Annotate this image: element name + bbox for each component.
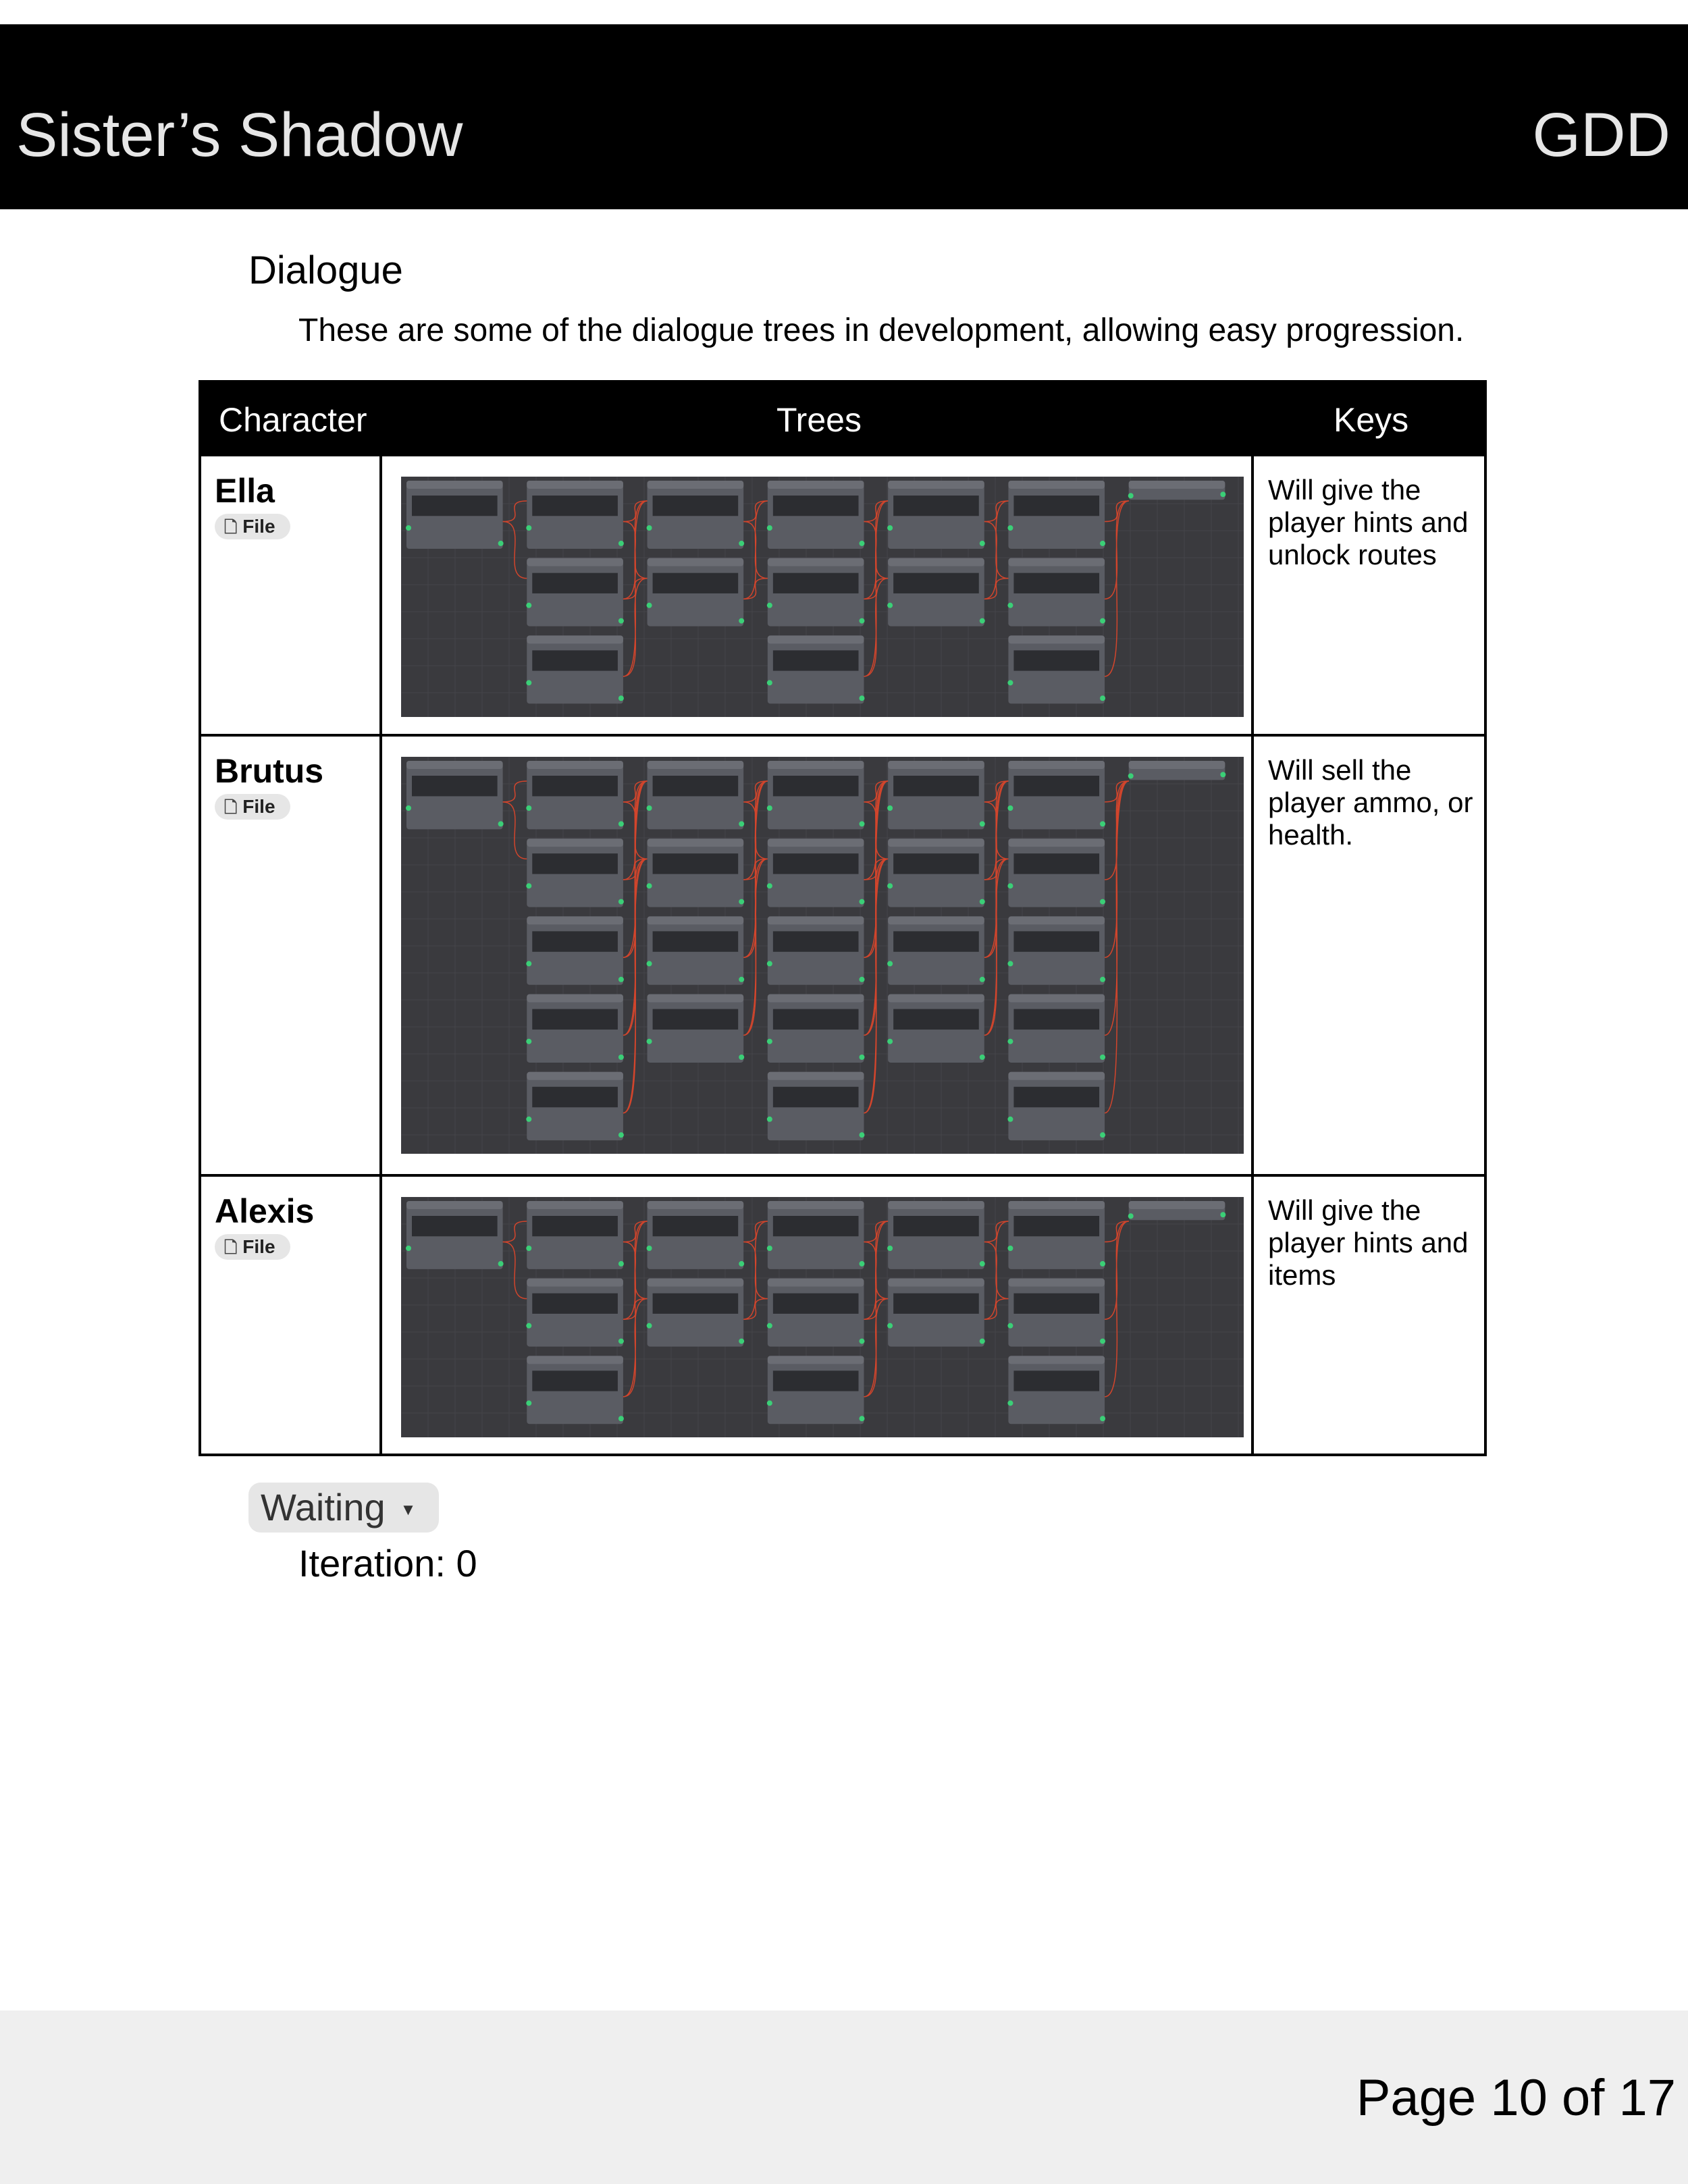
output-port (618, 821, 624, 826)
input-port (1007, 680, 1013, 685)
graph-node-textbox (773, 496, 859, 516)
output-port (1220, 772, 1225, 777)
input-port (526, 805, 531, 811)
output-port (1100, 618, 1105, 624)
graph-node-header (527, 481, 623, 489)
output-port (739, 821, 744, 826)
graph-node-header (648, 916, 744, 924)
graph-node-header (1129, 761, 1225, 769)
graph-node-textbox (1013, 853, 1099, 874)
node-graph (401, 1197, 1244, 1437)
character-name: Brutus (215, 752, 324, 790)
connection-line (503, 802, 527, 859)
output-port (980, 899, 985, 905)
output-port (980, 1339, 985, 1344)
graph-node-textbox (653, 853, 739, 874)
graph-node-header (648, 558, 744, 566)
output-port (618, 1339, 624, 1344)
node-graph (401, 757, 1244, 1154)
input-port (526, 680, 531, 685)
dialogue-tree-image (401, 757, 1244, 1154)
input-port (887, 883, 893, 888)
graph-node-header (888, 1279, 984, 1287)
output-port (859, 618, 864, 624)
graph-node-header (768, 1072, 864, 1080)
header-bar (0, 24, 1688, 209)
input-port (1007, 1400, 1013, 1406)
input-port (526, 961, 531, 966)
output-port (1100, 1132, 1105, 1138)
graph-node-header (648, 1279, 744, 1287)
graph-node-textbox (893, 496, 979, 516)
section-heading: Dialogue (248, 248, 403, 292)
graph-node-header (768, 1356, 864, 1364)
file-chip[interactable] (215, 1234, 290, 1260)
graph-node-header (648, 994, 744, 1003)
input-port (647, 1039, 652, 1044)
input-port (647, 883, 652, 888)
file-chip[interactable] (215, 514, 290, 539)
graph-node-textbox (653, 931, 739, 951)
output-port (498, 1261, 504, 1267)
input-port (647, 961, 652, 966)
input-port (647, 1246, 652, 1251)
output-port (739, 1055, 744, 1060)
graph-node-textbox (532, 650, 618, 670)
output-port (1100, 977, 1105, 982)
output-port (498, 541, 504, 546)
graph-node-textbox (1013, 776, 1099, 796)
graph-node-header (527, 916, 623, 924)
graph-node-textbox (532, 776, 618, 796)
output-port (859, 1339, 864, 1344)
input-port (1128, 1213, 1134, 1219)
output-port (859, 1055, 864, 1060)
graph-node-header (768, 635, 864, 643)
graph-node-header (406, 481, 503, 489)
output-port (739, 977, 744, 982)
output-port (980, 821, 985, 826)
key-description: Will sell the player ammo, or health. (1268, 754, 1473, 851)
graph-node-textbox (532, 931, 618, 951)
graph-node-textbox (1013, 1294, 1099, 1314)
graph-node-textbox (653, 573, 739, 593)
file-chip-label: File (242, 516, 275, 537)
input-port (526, 1323, 531, 1329)
output-port (859, 821, 864, 826)
graph-node-header (527, 1201, 623, 1209)
graph-node-header (1129, 481, 1225, 489)
table-row (201, 734, 1484, 1174)
graph-node-header (1008, 1279, 1105, 1287)
input-port (887, 1323, 893, 1329)
graph-node-header (1008, 761, 1105, 769)
input-port (887, 961, 893, 966)
graph-node-textbox (893, 1216, 979, 1236)
chevron-down-icon: ▼ (400, 1501, 417, 1520)
graph-node-textbox (1013, 650, 1099, 670)
graph-node-textbox (532, 1216, 618, 1236)
graph-node-header (1008, 558, 1105, 566)
header-character: Character (219, 401, 367, 439)
graph-node-header (648, 1201, 744, 1209)
graph-node-header (527, 1356, 623, 1364)
output-port (618, 695, 624, 701)
input-port (526, 1246, 531, 1251)
dialogue-tree-image (401, 477, 1244, 717)
graph-node-header (1008, 916, 1105, 924)
graph-node-textbox (773, 1294, 859, 1314)
input-port (406, 525, 411, 531)
output-port (859, 541, 864, 546)
input-port (1007, 525, 1013, 531)
graph-node-textbox (532, 853, 618, 874)
connection-line (503, 1221, 527, 1242)
input-port (1007, 1246, 1013, 1251)
output-port (980, 977, 985, 982)
graph-node-header (1008, 838, 1105, 847)
input-port (767, 805, 772, 811)
output-port (1100, 541, 1105, 546)
column-divider (1251, 1177, 1254, 1456)
graph-node-header (888, 838, 984, 847)
output-port (618, 899, 624, 905)
graph-node-header (527, 994, 623, 1003)
input-port (526, 603, 531, 608)
graph-node-header (768, 994, 864, 1003)
graph-node-textbox (773, 1370, 859, 1391)
graph-node-textbox (653, 776, 739, 796)
graph-node-textbox (773, 1087, 859, 1107)
graph-node-textbox (532, 1009, 618, 1030)
graph-node-textbox (653, 496, 739, 516)
input-port (1007, 1039, 1013, 1044)
input-port (1007, 1117, 1013, 1122)
input-port (647, 805, 652, 811)
key-description: Will give the player hints and items (1268, 1194, 1469, 1291)
graph-node-textbox (773, 853, 859, 874)
graph-node-textbox (893, 1009, 979, 1030)
table-row (201, 1174, 1484, 1456)
output-port (498, 821, 504, 826)
graph-node-header (888, 558, 984, 566)
input-port (887, 525, 893, 531)
status-dropdown[interactable] (248, 1483, 439, 1533)
graph-node-textbox (653, 1009, 739, 1030)
graph-node-textbox (773, 650, 859, 670)
column-divider (1251, 737, 1254, 1174)
output-port (859, 1416, 864, 1421)
graph-node-header (527, 1072, 623, 1080)
file-chip[interactable] (215, 794, 290, 820)
header-keys: Keys (1334, 401, 1409, 439)
output-port (618, 1132, 624, 1138)
output-port (618, 1055, 624, 1060)
graph-node-textbox (773, 776, 859, 796)
page-footer (0, 2010, 1688, 2184)
input-port (526, 525, 531, 531)
output-port (618, 541, 624, 546)
input-port (526, 1400, 531, 1406)
graph-node-textbox (532, 496, 618, 516)
input-port (526, 1039, 531, 1044)
connection-line (503, 1242, 527, 1299)
node-graph (401, 477, 1244, 717)
output-port (1100, 821, 1105, 826)
graph-node-textbox (653, 1216, 739, 1236)
output-port (980, 618, 985, 624)
input-port (767, 1246, 772, 1251)
graph-node-header (1008, 1072, 1105, 1080)
output-port (618, 618, 624, 624)
input-port (526, 883, 531, 888)
input-port (647, 525, 652, 531)
document-tag: GDD (1532, 101, 1670, 169)
input-port (767, 1400, 772, 1406)
output-port (980, 541, 985, 546)
header-trees: Trees (776, 401, 862, 439)
graph-node-header (1008, 635, 1105, 643)
graph-node-textbox (653, 1294, 739, 1314)
graph-node-header (1008, 481, 1105, 489)
graph-node-textbox (893, 776, 979, 796)
graph-node-textbox (893, 931, 979, 951)
input-port (406, 1246, 411, 1251)
input-port (1128, 493, 1134, 498)
output-port (980, 1261, 985, 1267)
input-port (647, 603, 652, 608)
graph-node-textbox (1013, 1370, 1099, 1391)
connection-line (503, 501, 527, 522)
graph-node-header (1008, 1201, 1105, 1209)
input-port (526, 1117, 531, 1122)
input-port (406, 805, 411, 811)
output-port (1100, 1055, 1105, 1060)
graph-node-textbox (532, 1087, 618, 1107)
input-port (767, 525, 772, 531)
graph-node-textbox (1013, 1216, 1099, 1236)
output-port (1100, 695, 1105, 701)
graph-node-textbox (1013, 1087, 1099, 1107)
output-port (1220, 1212, 1225, 1217)
intro-text: These are some of the dialogue trees in development, allowing easy progression. (298, 313, 1465, 348)
graph-node-textbox (773, 1216, 859, 1236)
column-divider (379, 1177, 382, 1456)
input-port (887, 1246, 893, 1251)
input-port (767, 1039, 772, 1044)
graph-node-header (527, 558, 623, 566)
output-port (618, 1261, 624, 1267)
graph-node-textbox (532, 1370, 618, 1391)
graph-node-header (527, 838, 623, 847)
output-port (859, 899, 864, 905)
graph-node-textbox (532, 573, 618, 593)
graph-node-header (768, 838, 864, 847)
graph-node-header (648, 481, 744, 489)
dialogue-tree-image (401, 1197, 1244, 1437)
output-port (859, 695, 864, 701)
output-port (618, 1416, 624, 1421)
connection-line (503, 781, 527, 802)
graph-node-header (888, 994, 984, 1003)
character-name: Ella (215, 472, 275, 510)
file-chip-label: File (242, 1236, 275, 1257)
graph-node-header (527, 761, 623, 769)
graph-node-textbox (532, 1294, 618, 1314)
input-port (1007, 883, 1013, 888)
output-port (739, 541, 744, 546)
output-port (1100, 1261, 1105, 1267)
output-port (859, 1261, 864, 1267)
output-port (1220, 491, 1225, 497)
graph-node-header (1008, 994, 1105, 1003)
output-port (1100, 1339, 1105, 1344)
graph-node-header (888, 761, 984, 769)
graph-node-header (406, 761, 503, 769)
output-port (859, 977, 864, 982)
column-divider (379, 456, 382, 734)
graph-node-textbox (1013, 573, 1099, 593)
dialogue-table (199, 380, 1487, 1456)
output-port (1100, 899, 1105, 905)
input-port (767, 883, 772, 888)
input-port (1007, 805, 1013, 811)
graph-node-header (1008, 1356, 1105, 1364)
output-port (739, 618, 744, 624)
key-description: Will give the player hints and unlock routes (1268, 474, 1469, 570)
input-port (887, 1039, 893, 1044)
graph-node-header (768, 558, 864, 566)
input-port (767, 680, 772, 685)
graph-node-textbox (773, 1009, 859, 1030)
input-port (887, 805, 893, 811)
graph-node-textbox (773, 573, 859, 593)
input-port (767, 1117, 772, 1122)
column-divider (379, 737, 382, 1174)
graph-node-header (1129, 1201, 1225, 1209)
graph-node-header (648, 761, 744, 769)
input-port (1128, 773, 1134, 778)
graph-node-textbox (773, 931, 859, 951)
input-port (1007, 603, 1013, 608)
file-icon: 🗋 (224, 518, 238, 537)
input-port (767, 1323, 772, 1329)
graph-node-header (888, 481, 984, 489)
output-port (739, 899, 744, 905)
graph-node-textbox (893, 573, 979, 593)
input-port (767, 603, 772, 608)
character-name: Alexis (215, 1192, 315, 1230)
table-row (201, 454, 1484, 734)
graph-node-header (406, 1201, 503, 1209)
output-port (1100, 1416, 1105, 1421)
graph-node-textbox (412, 496, 498, 516)
graph-node-header (768, 1279, 864, 1287)
document-title: Sister’s Shadow (16, 101, 463, 169)
graph-node-header (888, 1201, 984, 1209)
graph-node-textbox (412, 1216, 498, 1236)
graph-node-header (648, 838, 744, 847)
input-port (767, 961, 772, 966)
graph-node-textbox (893, 1294, 979, 1314)
column-divider (1251, 456, 1254, 734)
graph-node-header (768, 1201, 864, 1209)
output-port (859, 1132, 864, 1138)
iteration-counter: Iteration: 0 (298, 1542, 477, 1584)
output-port (739, 1261, 744, 1267)
graph-node-header (527, 1279, 623, 1287)
output-port (618, 977, 624, 982)
input-port (647, 1323, 652, 1329)
graph-node-textbox (1013, 1009, 1099, 1030)
table-header (201, 383, 1484, 454)
input-port (1007, 1323, 1013, 1329)
graph-node-textbox (1013, 496, 1099, 516)
graph-node-header (768, 481, 864, 489)
output-port (739, 1339, 744, 1344)
graph-node-textbox (412, 776, 498, 796)
connection-line (503, 522, 527, 579)
graph-node-header (527, 635, 623, 643)
graph-node-header (888, 916, 984, 924)
graph-node-textbox (1013, 931, 1099, 951)
output-port (980, 1055, 985, 1060)
file-chip-label: File (242, 796, 275, 817)
graph-node-header (768, 916, 864, 924)
page-number: Page 10 of 17 (1356, 2069, 1676, 2127)
file-icon: 🗋 (224, 799, 238, 817)
input-port (1007, 961, 1013, 966)
status-label: Waiting (261, 1486, 386, 1528)
input-port (887, 603, 893, 608)
file-icon: 🗋 (224, 1239, 238, 1257)
graph-node-header (768, 761, 864, 769)
graph-node-textbox (893, 853, 979, 874)
